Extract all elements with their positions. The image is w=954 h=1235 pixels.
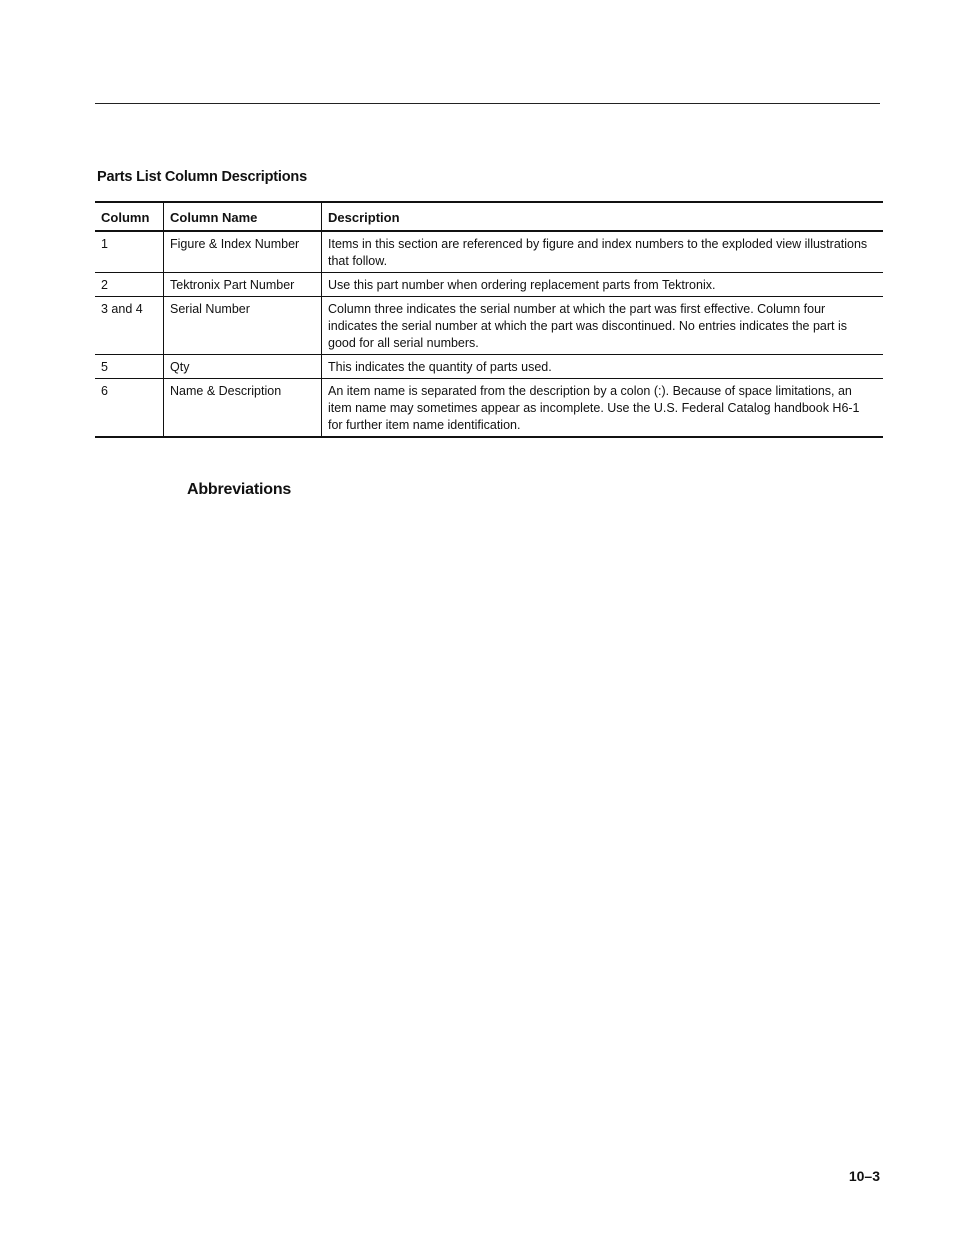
cell-column: 5 xyxy=(101,360,108,374)
cell-column-name: Tektronix Part Number xyxy=(164,273,322,297)
table-row xyxy=(95,297,883,355)
cell-column: 6 xyxy=(101,384,108,398)
table-row xyxy=(95,231,883,273)
parts-list-table xyxy=(95,201,883,438)
cell-description: Items in this section are referenced by figure and index numbers to the exploded view illustrations that follow. xyxy=(322,231,884,273)
header-rule xyxy=(95,103,880,104)
table-header-row xyxy=(95,202,883,231)
cell-description: Use this part number when ordering replacement parts from Tektronix. xyxy=(322,273,884,297)
cell-column-name: Qty xyxy=(164,355,322,379)
section-title: Parts List Column Descriptions xyxy=(97,169,307,185)
header-description: Description xyxy=(322,202,884,231)
cell-column-name: Name & Description xyxy=(164,379,322,438)
table-row xyxy=(95,355,883,379)
abbreviations-heading: Abbreviations xyxy=(187,481,292,498)
cell-column: 1 xyxy=(101,237,108,251)
cell-description: Column three indicates the serial number at which the part was first effective. Column four indicates the serial number at which the part was discontinued. No entries indicates the part is good for all serial numbers. xyxy=(322,297,884,355)
cell-column-name: Serial Number xyxy=(164,297,322,355)
page-number: 10–3 xyxy=(848,1168,880,1184)
header-column: Column xyxy=(101,210,150,225)
cell-column-name: Figure & Index Number xyxy=(164,231,322,273)
table-row xyxy=(95,379,883,438)
cell-description: An item name is separated from the description by a colon (:). Because of space limitations, an item name may sometimes appear as incomplete. Use the U.S. Federal Catalog handbook H6-1 for further item name identification. xyxy=(322,379,884,438)
cell-column: 2 xyxy=(101,278,108,292)
header-column-name: Column Name xyxy=(164,202,322,231)
table-row xyxy=(95,273,883,297)
cell-column: 3 and 4 xyxy=(101,302,143,316)
cell-description: This indicates the quantity of parts used. xyxy=(322,355,884,379)
